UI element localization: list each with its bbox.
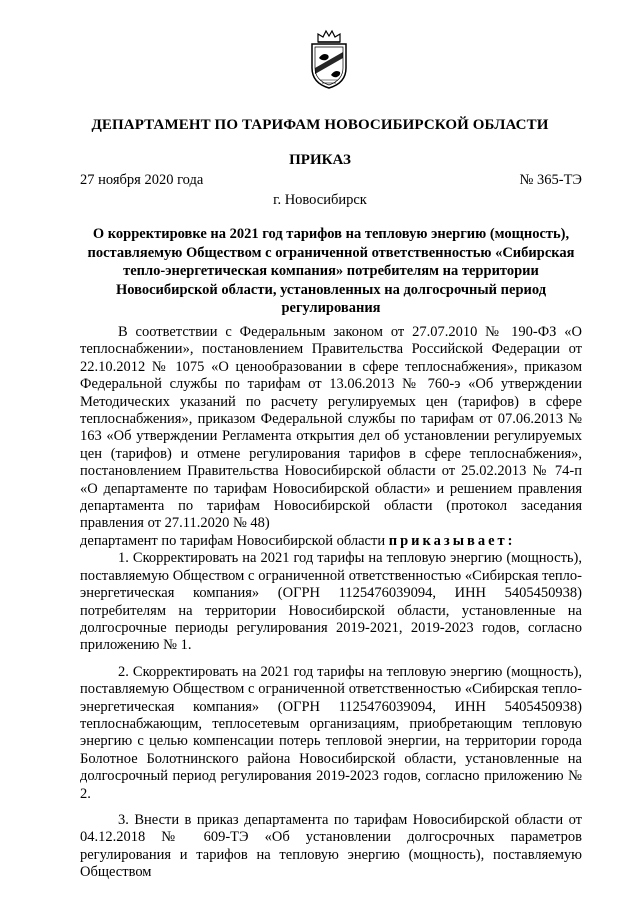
item-3-paragraph: 3. Внести в приказ департамента по тарифам Новосибирской области от 04.12.2018 № 609-ТЭ «Об установлении долгосрочных параметров регулирования и тарифов на тепловую энергию (мощность), поставляемую Обществом [80, 811, 582, 881]
novosibirsk-coat-of-arms-icon [306, 28, 352, 90]
order-date: 27 ноября 2020 года [80, 172, 204, 188]
order-city: г. Новосибирск [273, 192, 367, 208]
order-number: № 365-ТЭ [519, 172, 582, 188]
order-body [80, 324, 582, 882]
department-title: ДЕПАРТАМЕНТ ПО ТАРИФАМ НОВОСИБИРСКОЙ ОБЛАСТИ [91, 117, 549, 133]
order-subject: О корректировке на 2021 год тарифов на тепловую энергию (мощность), поставляемую Обществом с ограниченной ответственностью «Сибирская тепло-энергетическая компания» потребителям на территории Новосибирской области, установленных на долгосрочный период регулирования [87, 226, 575, 316]
orders-line [80, 533, 582, 550]
preamble-paragraph: В соответствии с Федеральным законом от 27.07.2010 № 190-ФЗ «О теплоснабжении», постановлением Правительства Российской Федерации от 22.10.2012 № 1075 «О ценообразовании в сфере теплоснабжения», приказом Федеральной службы по тарифам от 13.06.2013 № 760-э «Об утверждении Методических указаний по расчету регулируемых цен (тарифов) в сфере теплоснабжения», приказом Федеральной службы по тарифам от 07.06.2013 № 163 «Об утверждении Регламента открытия дел об установлении регулируемых цен (тарифов) и отмене регулирования тарифов в сфере теплоснабжения», постановлением Правительства Новосибирской области от 25.02.2013 № 74-п «О департаменте по тарифам Новосибирской области» и решением правления департамента по тарифам Новосибирской области (протокол заседания правления от 27.11.2020 № 48) [80, 324, 582, 532]
orders-prefix: департамент по тарифам Новосибирской области [80, 532, 389, 549]
item-1-paragraph: 1. Скорректировать на 2021 год тарифы на тепловую энергию (мощность), поставляемую Обществом с ограниченной ответственностью «Сибирская тепло-энергетическая компания» (ОГРН 1125476039094, ИНН 5405450938) потребителям на территории Новосибирской области, установленные на долгосрочные периоды регулирования 2019-2021, 2019-2023 годов, согласно приложению № 1. [80, 550, 582, 654]
doc-type-title: ПРИКАЗ [289, 152, 351, 168]
orders-word: приказывает: [388, 532, 516, 549]
item-2-paragraph: 2. Скорректировать на 2021 год тарифы на тепловую энергию (мощность), поставляемую Обществом с ограниченной ответственностью «Сибирская тепло-энергетическая компания» (ОГРН 1125476039094, ИНН 5405450938) теплоснабжающим, теплосетевым организациям, приобретающим тепловую энергию с целью компенсации потерь тепловой энергии, на территории города Болотное Болотнинского района Новосибирской области, установленные на долгосрочный период регулирования 2019-2023 годов, согласно приложению № 2. [80, 663, 582, 802]
